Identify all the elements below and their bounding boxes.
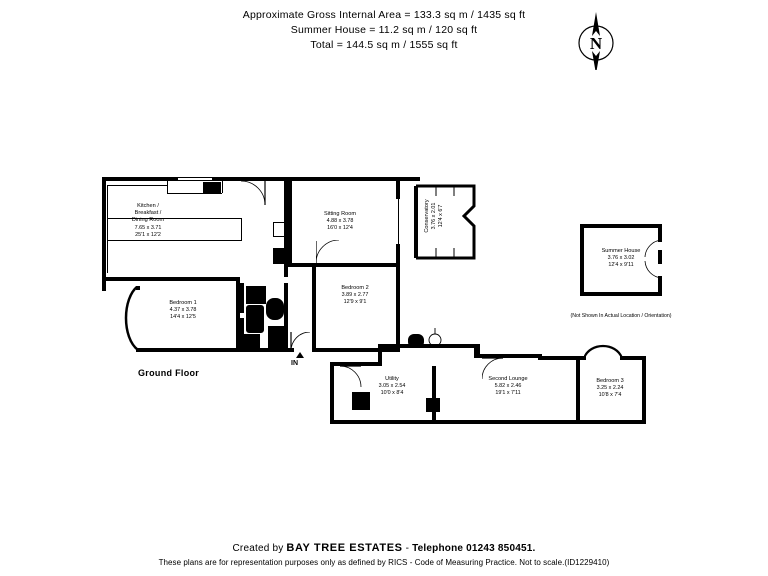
wall-left-upper bbox=[102, 177, 106, 277]
compass-icon bbox=[566, 10, 626, 70]
room-label-summer-house: Summer House 3.76 x 3.02 12'4 x 9'11 bbox=[601, 248, 641, 269]
wall-sitting-left bbox=[288, 177, 292, 267]
entrance-label: IN bbox=[291, 360, 298, 367]
kitchen-sink bbox=[203, 182, 221, 194]
room-label-sitting-room: Sitting Room 4.88 x 3.78 16'0 x 12'4 bbox=[323, 211, 357, 232]
room-label-bedroom2: Bedroom 2 3.89 x 2.77 12'9 x 9'1 bbox=[341, 285, 369, 306]
area-summary bbox=[0, 8, 768, 53]
kitchen-unit-div1 bbox=[167, 181, 168, 193]
kitchen-appliance-top bbox=[273, 222, 287, 223]
wall-hall-left bbox=[240, 283, 244, 313]
door-sitting-room bbox=[316, 240, 340, 264]
bathroom-sink bbox=[246, 286, 266, 304]
gross-internal-area: Approximate Gross Internal Area = 133.3 sq m / 1435 sq ft bbox=[242, 9, 526, 21]
room-label-kitchen: Kitchen / Breakfast / Dining Room 7.65 x 3.71 25'1 x 12'2 bbox=[131, 203, 165, 238]
wall-bedroom2-bottom bbox=[312, 348, 400, 352]
wall-lounge-jog bbox=[478, 344, 480, 356]
wall-summerhouse-bottom bbox=[580, 292, 662, 296]
footer-disclaimer: These plans are for representation purposes only as defined by RICS - Code of Measuring Practice. Not to scale.(ID1229410) bbox=[158, 558, 610, 567]
wall-sitting-bottom bbox=[288, 263, 400, 267]
bay-window-bedroom3 bbox=[584, 340, 624, 360]
kitchen-counter-top-a bbox=[107, 185, 167, 186]
wall-bedroom2-right bbox=[396, 267, 400, 352]
wall-bedroom3-right bbox=[642, 356, 646, 424]
kitchen-island-right bbox=[241, 218, 242, 241]
bathroom-bath bbox=[246, 305, 264, 333]
room-label-conservatory: Conservatory 3.76 x 2.01 12'4 x 6'7 bbox=[424, 199, 445, 233]
wall-summerhouse-left bbox=[580, 224, 584, 296]
wall-bay-top bbox=[136, 286, 140, 290]
room-label-bedroom1: Bedroom 1 4.37 x 3.78 14'4 x 12'5 bbox=[169, 300, 197, 321]
summer-house-note: (Not Shown In Actual Location / Orientation) bbox=[570, 313, 672, 319]
door-kitchen bbox=[240, 181, 266, 207]
kitchen-appliance-2 bbox=[273, 248, 289, 264]
opening-conservatory bbox=[398, 199, 399, 244]
total-area: Total = 144.5 sq m / 1555 sq ft bbox=[310, 39, 458, 51]
wall-lowerwing-bottom bbox=[330, 420, 646, 424]
wall-sitting-top bbox=[288, 177, 420, 181]
door-utility bbox=[340, 366, 362, 388]
room-label-second-lounge: Second Lounge 5.82 x 2.46 19'1 x 7'11 bbox=[488, 376, 528, 397]
summer-house-area: Summer House = 11.2 sq m / 120 sq ft bbox=[290, 24, 478, 36]
footer-credit bbox=[0, 541, 768, 556]
wall-left-bottom bbox=[136, 348, 294, 352]
footer bbox=[0, 541, 768, 569]
footer-separator: - bbox=[405, 543, 410, 554]
hall-wc bbox=[408, 334, 424, 348]
bathroom-shower bbox=[244, 334, 260, 350]
svg-text:N: N bbox=[589, 34, 603, 53]
wall-bedroom2-left bbox=[312, 263, 316, 352]
bathroom-wc bbox=[266, 298, 284, 320]
utility-cupboard bbox=[426, 398, 440, 412]
hall-basin bbox=[424, 328, 446, 348]
wall-sitting-right-lower bbox=[396, 244, 400, 267]
footer-created-by: Created by bbox=[232, 543, 284, 554]
kitchen-island-bottom bbox=[107, 240, 242, 241]
kitchen-appliance-bottom bbox=[273, 236, 287, 237]
kitchen-appliance-left bbox=[273, 222, 274, 236]
footer-brand: BAY TREE ESTATES bbox=[286, 542, 403, 554]
wall-summerhouse-top bbox=[580, 224, 662, 228]
wall-utility-left bbox=[330, 362, 334, 424]
entrance-arrow-icon bbox=[296, 352, 304, 362]
floor-label: Ground Floor bbox=[138, 368, 200, 378]
wall-sitting-right-upper bbox=[396, 177, 400, 199]
bathroom-cupboard bbox=[268, 326, 286, 348]
kitchen-unit-div2 bbox=[222, 181, 223, 193]
room-label-utility: Utility 3.05 x 2.54 10'0 x 8'4 bbox=[378, 376, 406, 397]
bay-window-bedroom1 bbox=[118, 286, 140, 352]
kitchen-counter-left bbox=[107, 185, 108, 273]
window-kitchen-top bbox=[178, 178, 212, 180]
wall-utility-lounge-divider bbox=[432, 366, 436, 424]
footer-telephone: Telephone 01243 850451. bbox=[412, 543, 536, 554]
wall-kitchen-bedroom1-divider bbox=[102, 277, 240, 281]
room-label-bedroom3: Bedroom 3 3.25 x 2.24 10'8 x 7'4 bbox=[596, 378, 624, 399]
door-entrance bbox=[290, 332, 310, 352]
